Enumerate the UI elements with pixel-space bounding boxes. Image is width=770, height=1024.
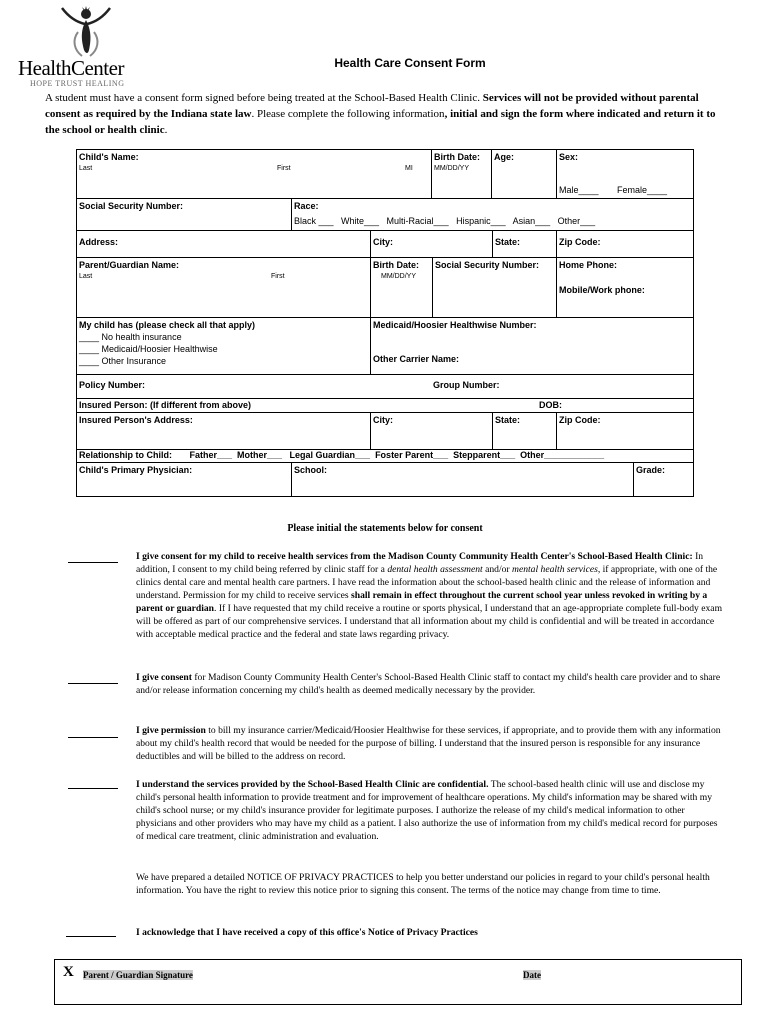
race-label: Race: [294,201,319,211]
page-title: Health Care Consent Form [334,56,486,70]
coverage-field [77,318,371,374]
initial-line-2[interactable] [68,683,118,684]
address-row [77,230,693,257]
medicaid-number-label: Medicaid/Hoosier Healthwise Number: [373,320,537,330]
child-birth-date-field[interactable] [431,150,492,198]
logo-figure-icon [56,6,116,58]
child-last-label: Last [79,165,93,172]
consent-form-table [76,149,694,497]
initial-line-5[interactable] [66,936,116,937]
statement-2-bold: I give consent [136,672,192,683]
sex-female-option[interactable]: Female____ [617,185,668,195]
date-label: Date [523,970,541,980]
coverage-label: My child has (please check all that apply) [79,320,256,330]
statement-2-text: for Madison County Community Health Center's School-Based Health Clinic staff to contact my child's health care provider and to share and/or release information concerning my child's health as deemed medically necessary by the provider. [136,672,721,696]
school-label: School: [294,465,327,475]
relationship-field[interactable] [77,450,693,462]
statement-5-bold: I acknowledge that I have received a copy of this office's Notice of Privacy Practices [136,927,478,938]
insured-city-field[interactable] [370,413,493,449]
address-field[interactable] [77,231,371,257]
insured-address-label: Insured Person's Address: [79,415,193,425]
parent-birth-date-format: MM/DD/YY [381,273,416,280]
state-label: State: [495,237,521,247]
child-age-field[interactable] [491,150,557,198]
policy-number-field[interactable] [77,375,427,398]
coverage-row [77,317,693,374]
child-ssn-label: Social Security Number: [79,201,184,211]
race-field[interactable] [291,199,693,230]
intro-text-2: . Please complete the following information [251,108,445,120]
statement-1-text-3: , if appropriate, with one of the clinics dental care and mental health care partners. I have read the information about the school-based health clinic and the release of information and understand. Permission for my child to receive services [136,564,718,601]
statement-1-bold-2: shall remain in effect throughout the current school year unless revoked in writing by a parent or guardian [136,590,708,614]
parent-last-label: Last [79,273,93,280]
statement-4-bold: I understand the services provided by the School-Based Health Clinic are confidential. [136,779,489,790]
insured-zip-label: Zip Code: [559,415,601,425]
insured-zip-field[interactable] [556,413,693,449]
initial-line-1[interactable] [68,562,118,563]
parent-ssn-label: Social Security Number: [435,260,540,270]
zip-label: Zip Code: [559,237,601,247]
statement-1-bold: I give consent for my child to receive health services from the Madison County Community Health Center's School-Based Health Clinic: [136,551,693,562]
parent-name-label: Parent/Guardian Name: [79,260,180,270]
logo-brand-text: HealthCenter [18,56,124,80]
statement-1-text-2: and/or [482,564,513,575]
insured-person-label: Insured Person: (If different from above) [79,400,252,410]
healthcenter-logo [18,6,138,86]
statement-3 [136,724,724,763]
child-sex-field[interactable] [556,150,693,198]
statement-1-italic-2: mental health services [512,564,598,575]
statement-1-text-4: . If I have requested that my child receive a routine or sports physical, I understand that an age-appropriate complete full-body exam will be offered as part of our comprehensive services. I understand that all information about my child is confidential and will be treated in accordance with acceptable medical practice and the federal and state laws regarding privacy. [136,603,723,640]
coverage-options [79,331,218,367]
coverage-option-medicaid[interactable]: ____ Medicaid/Hoosier Healthwise [79,344,218,354]
physician-field[interactable] [77,463,292,496]
insured-dob-label: DOB: [539,400,562,410]
zip-field[interactable] [556,231,693,257]
insured-city-label: City: [373,415,393,425]
parent-row [77,257,693,317]
race-options[interactable]: Black ___ White___ Multi-Racial___ Hispanic___ Asian___ Other___ [294,216,596,226]
initial-line-4[interactable] [68,788,118,789]
intro-text-1: A student must have a consent form signed before being treated at the School-Based Health Clinic. [45,92,483,104]
child-first-label: First [277,165,291,172]
child-name-label: Child's Name: [79,152,139,162]
address-label: Address: [79,237,119,247]
city-label: City: [373,237,393,247]
intro-paragraph [45,90,720,138]
intro-bold-1: Services will not be provided without parental consent as required by the Indiana state law [45,92,699,120]
phone-field[interactable] [556,258,693,317]
child-ssn-field[interactable] [77,199,292,230]
coverage-option-other[interactable]: ____ Other Insurance [79,356,167,366]
parent-ssn-field[interactable] [432,258,557,317]
school-field[interactable] [291,463,634,496]
intro-bold-2: , initial and sign the form where indicated and return it to the school or health clinic [45,108,716,136]
ssn-race-row [77,198,693,230]
child-sex-label: Sex: [559,152,579,162]
physician-label: Child's Primary Physician: [79,465,193,475]
statement-2 [136,671,724,697]
child-birth-date-format: MM/DD/YY [434,165,469,172]
child-mi-label: MI [405,165,413,172]
sex-male-option[interactable]: Male____ [559,185,599,195]
initial-line-3[interactable] [68,737,118,738]
mobile-phone-label: Mobile/Work phone: [559,285,645,295]
child-birth-date-label: Birth Date: [434,152,481,162]
insured-address-field[interactable] [77,413,371,449]
insured-address-row [77,412,693,449]
privacy-notice-paragraph: We have prepared a detailed NOTICE OF PRIVACY PRACTICES to help you better understand our policies in regard to your child's personal health information. You have the right to review this notice prior to signing this consent. The terms of the notice may change from time to time. [136,872,710,896]
city-field[interactable] [370,231,493,257]
policy-row [77,374,693,398]
insured-state-label: State: [495,415,521,425]
insured-person-row [77,398,693,412]
relationship-label: Relationship to Child: Father___ Mother___ Legal Guardian___ Foster Parent___ Stepparent___ Other____________ [79,450,605,460]
other-carrier-label: Other Carrier Name: [373,354,460,364]
signature-x-mark: X [63,964,74,980]
grade-label: Grade: [636,465,666,475]
initial-statements-heading: Please initial the statements below for consent [287,523,483,534]
signature-box[interactable] [54,959,742,1005]
policy-number-label: Policy Number: [79,380,146,390]
parent-birth-date-field[interactable] [370,258,433,317]
home-phone-label: Home Phone: [559,260,618,270]
intro-text-3: . [164,124,168,136]
insured-state-field[interactable] [492,413,557,449]
statement-1-italic-1: dental health assessment [387,564,483,575]
insured-dob-field[interactable] [537,399,687,412]
signature-label: Parent / Guardian Signature [83,970,193,980]
insured-person-field[interactable] [77,399,527,412]
statement-4 [136,778,724,843]
parent-name-field[interactable] [77,258,371,317]
child-name-field[interactable] [77,150,432,198]
child-name-row [77,150,693,198]
statement-1-text-1: In addition, I consent to my child being referred by clinic staff for a [136,551,704,575]
group-number-field[interactable] [431,375,693,398]
statement-4-text: The school-based health clinic will use and disclose my child's personal health information to provide treatment and for improvement of healthcare operations. My child's information may be shared with my child's school nurse; or my child's insurance provider for legitimate purposes. I authorize the release of my child's medical information to other physicians and other providers who may have my child as a patient. I also authorize the use of information from my child's medical record for purposes of medical care treatment, clinic administration and evaluation. [136,779,718,842]
parent-first-label: First [271,273,285,280]
physician-row [77,462,693,496]
relationship-row [77,449,693,462]
statement-3-bold: I give permission [136,725,206,736]
child-age-label: Age: [494,152,514,162]
state-field[interactable] [492,231,557,257]
statement-5 [136,926,724,939]
parent-birth-date-label: Birth Date: [373,260,420,270]
medicaid-number-field[interactable] [370,318,693,374]
statement-3-text: to bill my insurance carrier/Medicaid/Hoosier Healthwise for these services, if appropriate, and to provide them with any information about my child's health record that would be needed for the purpose of billing. I understand that the insured person is responsible for any insurance deductibles and will be billed to the address on record. [136,725,721,762]
grade-field[interactable] [633,463,693,496]
coverage-option-none[interactable]: ____ No health insurance [79,332,182,342]
group-number-label: Group Number: [433,380,500,390]
statement-1 [136,550,724,641]
logo-tagline: HOPE TRUST HEALING [30,79,125,88]
